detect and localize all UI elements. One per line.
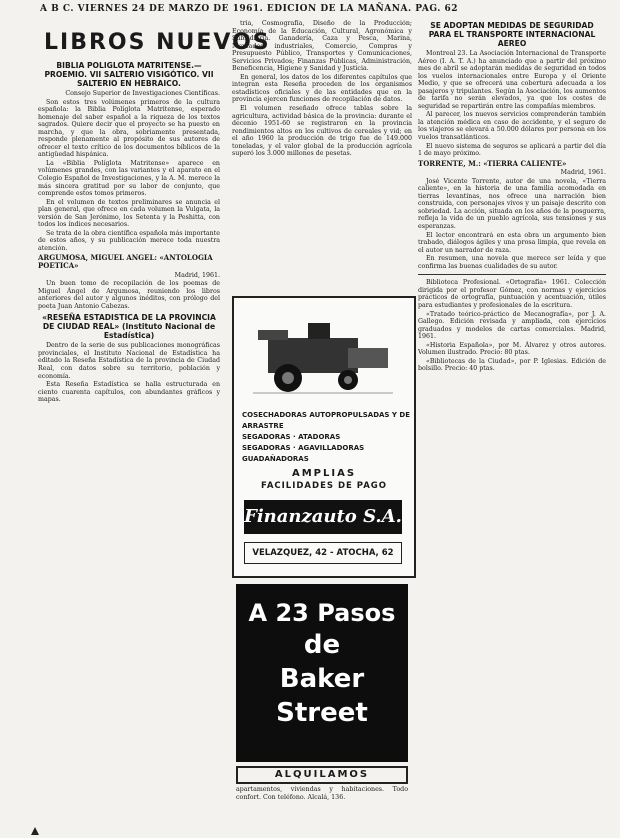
- advertisement-finanzauto[interactable]: [232, 296, 416, 578]
- ad-item: SEGADORAS · AGAVILLADORAS: [242, 444, 365, 452]
- harvester-illustration: [248, 308, 398, 398]
- paragraph: Biblioteca Profesional. «Ortografía» 1961. Colección dirigida por el profesor Gómez, con normas y ejercicios prácticos de ortografía, puntuación y acentuación, útiles para estudiantes y profesionales de la escritura.: [418, 279, 606, 309]
- paragraph: Esta Reseña Estadística se halla estructurada en ciento cuarenta capítulos, con abundantes gráficos y mapas.: [38, 381, 220, 404]
- paragraph: «Tratado teórico-práctico de Mecanografía», por J. A. Gallego. Edición revisada y ampliada, con ejercicios graduados y modelos de cartas comerciales. Madrid, 1961.: [418, 310, 606, 341]
- article-heading-torrente: TORRENTE, M.: «TIERRA CALIENTE»: [418, 158, 567, 168]
- ad2-line-3: Baker: [279, 664, 365, 694]
- article-place: Madrid, 1961.: [560, 169, 606, 177]
- divider: [418, 274, 606, 275]
- column-2: [232, 20, 412, 290]
- paragraph: La «Biblia Políglota Matritense» aparece en volúmenes grandes, con las variantes y el aparato en el Colegio Español de Investigaciones, y la A. M. merece la más sincera gratitud por su labor de conjunto, que comprende estos tomos primeros.: [38, 159, 220, 198]
- column-3: [418, 18, 606, 833]
- ad-address: VELAZQUEZ, 42 - ATOCHA, 62: [244, 542, 402, 564]
- paragraph: Dentro de la serie de sus publicaciones monográficas provinciales, el Instituto Nacional de Estadística ha editado la Reseña Estadística de la provincia de Ciudad Real, con datos sobre su territorio, población y economía.: [38, 342, 220, 380]
- advertisement-alquilamos[interactable]: [236, 766, 408, 834]
- page-header: A B C. VIERNES 24 DE MARZO DE 1961. EDICION DE LA MAÑANA. PAG. 62: [40, 4, 458, 14]
- paragraph: El volumen reseñado ofrece tablas sobre la agricultura, actividad básica de la provincia: durante el decenio 1951-60 se registraron en la provincia rendimientos altos en los cultivos de cereales y vid; en el año 1960 la producción de trigo fue de 149.000 toneladas, y el valor global de la producción agrícola superó los 3.000 millones de pesetas.: [232, 105, 412, 158]
- section-title: LIBROS NUEVOS: [44, 30, 271, 55]
- article-heading-biblia: BIBLIA POLIGLOTA MATRITENSE.— PROEMIO. VII SALTERIO VISIGÓTICO. VII SALTERIO EN HEBRAICO.: [44, 61, 214, 88]
- article-heading-iata: SE ADOPTAN MEDIDAS DE SEGURIDAD PARA EL TRANSPORTE INTERNACIONAL AEREO: [428, 21, 596, 48]
- article-heading-argumosa: ARGUMOSA, MIGUEL ANGEL: «ANTOLOGIA POETICA»: [38, 253, 213, 271]
- paragraph: José Vicente Torrente, autor de una novela, «Tierra caliente», en la historia de una familia acomodada en tierras levantinas, nos ofrece una narración bien construida, con personajes vivos y un paisaje descrito con sobriedad. La acción, situada en los años de la posguerra, refleja la vida de un pueblo agrícola, sus tensiones y sus esperanzas.: [418, 177, 606, 231]
- ad-item: GUADAÑADORAS: [242, 455, 309, 463]
- ad-item: SEGADORAS · ATADORAS: [242, 433, 341, 441]
- paragraph: «Historia Española», por M. Álvarez y otros autores. Volumen ilustrado. Precio: 80 ptas.: [418, 341, 606, 357]
- paragraph: Al parecer, los nuevos servicios comprenderán también la atención médica en caso de accidente, y el seguro de los viajeros se elevará a 50.000 dólares por persona en los vuelos transatlánticos.: [418, 111, 606, 142]
- paragraph: Se trata de la obra científica española más importante de estos años, y su publicación merece toda nuestra atención.: [38, 229, 220, 252]
- ad2-line-2: de: [303, 630, 341, 660]
- paragraph: En resumen, una novela que merece ser leída y que confirma las buenas cualidades de su autor.: [418, 255, 606, 270]
- article-place: Madrid, 1961.: [174, 271, 220, 279]
- ad-brand: Finanzauto S.A.: [244, 500, 402, 534]
- ad-item: COSECHADORAS AUTOPROPULSADAS Y DE ARRASTRE: [242, 411, 410, 430]
- ad-tagline-1: AMPLIAS: [291, 468, 357, 479]
- article-heading-resena: «RESEÑA ESTADISTICA DE LA PROVINCIA DE CIUDAD REAL» (Instituto Nacional de Estadística): [42, 313, 216, 341]
- ad3-text: apartamentos, viviendas y habitaciones. Todo confort. Con teléfono. Alcalá, 136.: [236, 786, 408, 801]
- advertisement-baker-street[interactable]: [236, 584, 408, 762]
- paragraph: En el volumen de textos preliminares se anuncia el plan general, que ofrece en cada volumen la Vulgata, la versión de San Jerónimo, los Setenta y la Peshitta, con todos los índices necesarios.: [38, 198, 220, 229]
- article-sub: Consejo Superior de Investigaciones Científicas.: [65, 90, 220, 97]
- ad3-title: ALQUILAMOS: [236, 766, 408, 784]
- ad-tagline-2: FACILIDADES DE PAGO: [260, 481, 388, 491]
- ad2-line-4: Street: [276, 698, 368, 728]
- ad-items: [242, 410, 414, 465]
- column-1: [38, 58, 220, 834]
- ad2-line-1: A 23 Pasos: [248, 599, 396, 627]
- paragraph: En general, los datos de los diferentes capítulos que integran esta Reseña proceden de los organismos estadísticos oficiales y de las entidades que en la provincia ejercen funciones de recopilación de datos.: [232, 73, 412, 104]
- paragraph: tría, Cosmografía, Diseño de la Producción; Economía de la Educación, Cultural, Agronómica y Subsidiaria. Ganadería, Caza y Pesca, Marina, Mercados industriales, Comercio, Compras y Presupuesto Público, Transportes y Comunicaciones, Servicios Privados; Finanzas Públicas, Administración, Beneficencia, Higiene y Sanidad y Justicia.: [232, 20, 412, 73]
- paragraph: Montreal 23. La Asociación Internacional de Transporte Aéreo (I. A. T. A.) ha anunciado que a partir del próximo mes de abril se adoptarán medidas de seguridad en todos los vuelos internacionales entre Europa y el Oriente Medio, y que se ofrecerá una cobertura adecuada a los pasajeros y tripulantes. Según la Asociación, los aumentos de tarifa no serán elevados, ya que los costes de seguridad se repartirán entre las compañías miembros.: [418, 50, 606, 110]
- paragraph: El lector encontrará en esta obra un argumento bien trabado, diálogos ágiles y una prosa limpia, que revela en el autor un narrador de raza.: [418, 231, 606, 254]
- paragraph: «Bibliotecas de la Ciudad», por P. Iglesias. Edición de bolsillo. Precio: 40 ptas.: [418, 357, 606, 373]
- paragraph: Son estos tres volúmenes primeros de la cultura española: la Biblia Políglota Matritense, esperado homenaje del saber español a la riqueza de los textos sagrados. Quiere decir que el proyecto se ha puesto en marcha, y que la obra, sobriamente presentada, responde plenamente al propósito de sus autores de ofrecer el texto crítico de los documentos bíblicos de la antigüedad hispánica.: [38, 98, 220, 159]
- ad-tagline: [234, 468, 414, 492]
- corner-mark-icon: [30, 826, 40, 836]
- paragraph: Un buen tomo de recopilación de los poemas de Miguel Ángel de Argumosa, reuniendo los libros anteriores del autor y algunos inéditos, con prólogo del poeta Juan Antonio Cabezas.: [38, 280, 220, 310]
- paragraph: El nuevo sistema de seguros se aplicará a partir del día 1 de mayo próximo.: [418, 142, 606, 158]
